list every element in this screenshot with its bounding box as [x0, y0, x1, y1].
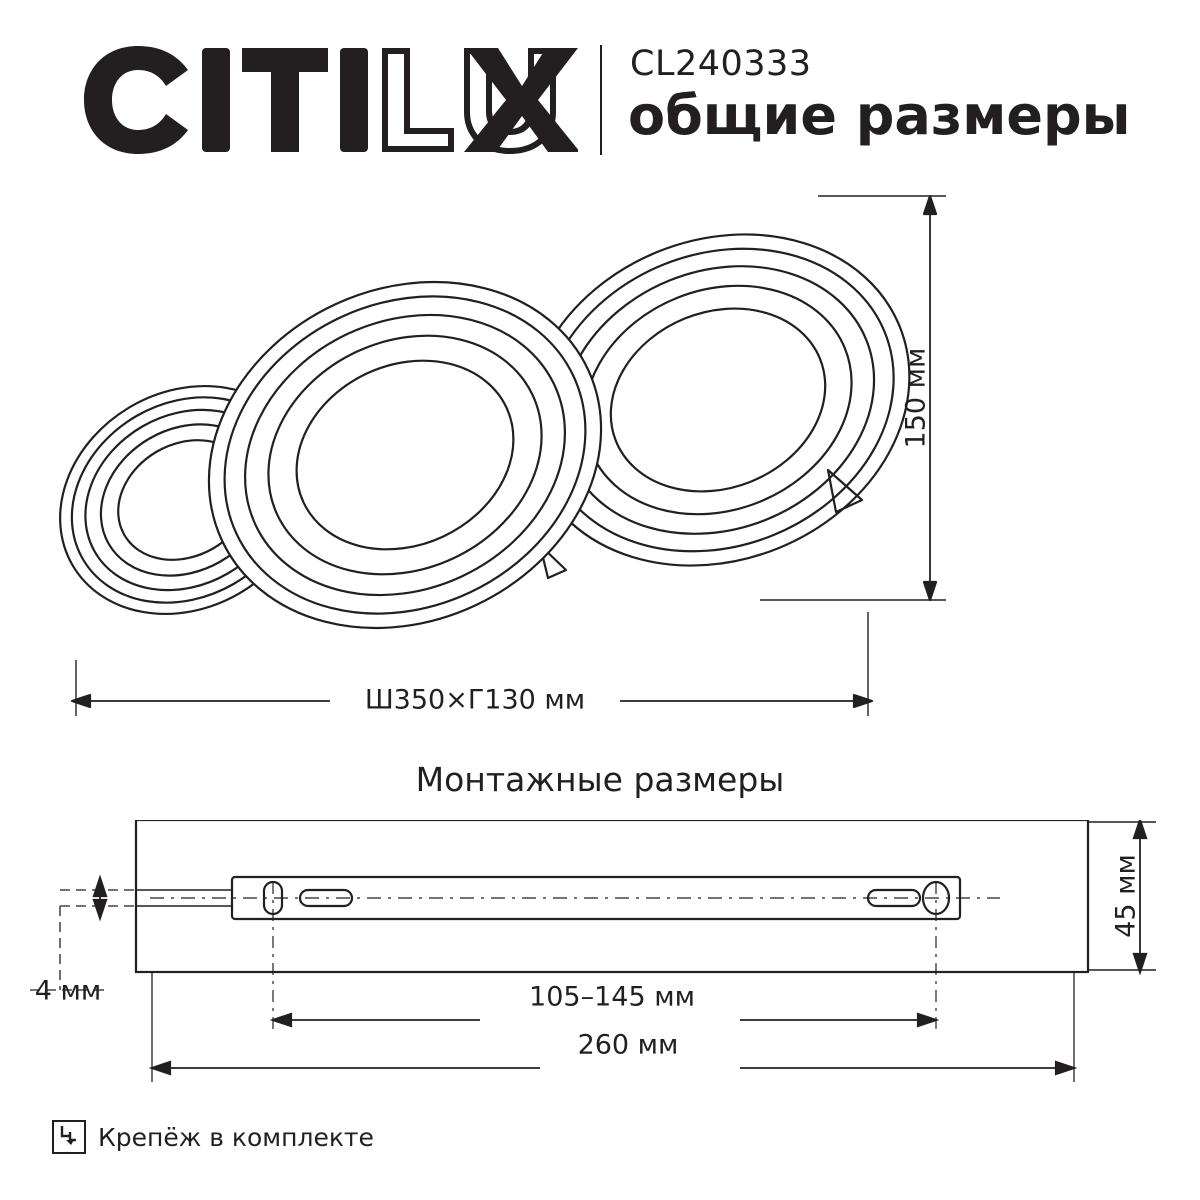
mounting-plate — [136, 820, 1088, 972]
plate-height-label: 45 мм — [1110, 854, 1142, 938]
model-code: CL240333 — [630, 44, 812, 84]
slot-range-label: 105–145 мм — [529, 981, 695, 1013]
overall-width-depth-label: Ш350×Г130 мм — [364, 684, 586, 716]
footer — [52, 1120, 374, 1154]
mounting-section-title: Монтажные размеры — [415, 760, 785, 799]
page-title: общие размеры — [628, 84, 1131, 147]
overall-height-label: 150 мм — [900, 347, 932, 449]
footer-label: Крепёж в комплекте — [98, 1122, 374, 1152]
plate-thickness-label: 4 мм — [34, 975, 102, 1007]
total-width-label: 260 мм — [577, 1029, 679, 1061]
fasteners-included-icon — [52, 1120, 86, 1154]
lamp-ring-center — [152, 219, 658, 691]
